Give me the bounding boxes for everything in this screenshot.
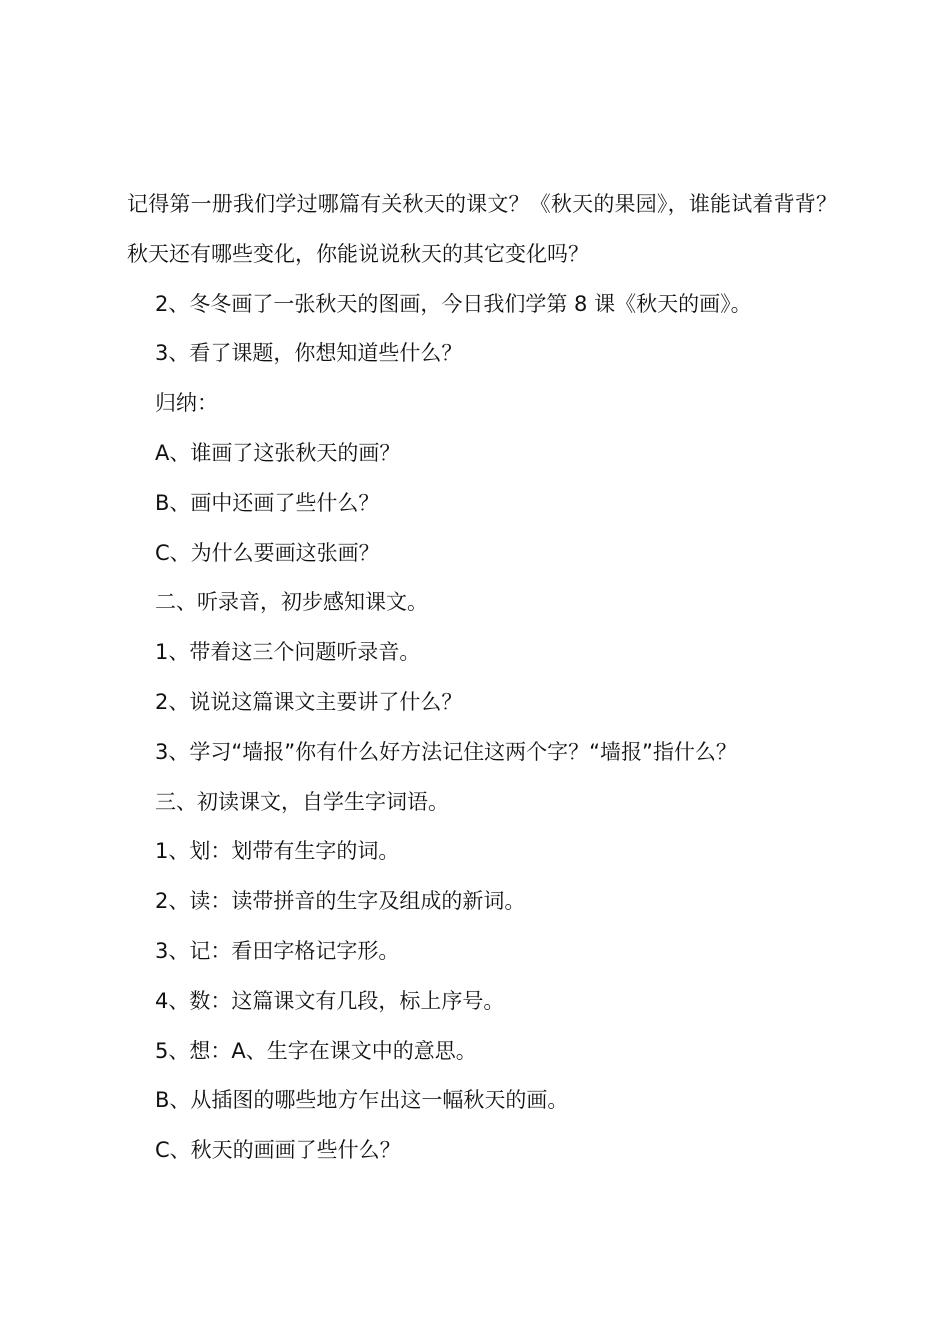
paragraph-item: 归纳： <box>155 391 218 416</box>
paragraph-item: 2、读：读带拼音的生字及组成的新词。 <box>155 889 526 914</box>
paragraph-item: 4、数：这篇课文有几段，标上序号。 <box>155 988 505 1013</box>
paragraph-item: 1、带着这三个问题听录音。 <box>155 640 421 665</box>
section-heading: 二、听录音，初步感知课文。 <box>155 590 428 615</box>
section-heading: 三、初读课文，自学生字词语。 <box>155 789 449 814</box>
paragraph-intro: 记得第一册我们学过哪篇有关秋天的课文？《秋天的果园》，谁能试着背背？秋天还有哪些变化，你能说说秋天的其它变化吗？ <box>127 192 837 266</box>
paragraph-item: 3、看了课题，你想知道些什么？ <box>155 341 463 366</box>
paragraph-item: B、从插图的哪些地方乍出这一幅秋天的画。 <box>155 1088 569 1113</box>
paragraph-item: 3、记：看田字格记字形。 <box>155 938 400 963</box>
paragraph-item: B、画中还画了些什么？ <box>155 490 380 515</box>
document-body <box>127 180 837 1176</box>
paragraph-item: C、秋天的画画了些什么？ <box>155 1138 401 1163</box>
paragraph-item: 3、学习“墙报”你有什么好方法记住这两个字？“墙报”指什么？ <box>155 739 737 764</box>
paragraph-item: 1、划：划带有生字的词。 <box>155 839 400 864</box>
paragraph-item: A、谁画了这张秋天的画？ <box>155 440 401 465</box>
paragraph-item: C、为什么要画这张画？ <box>155 540 380 565</box>
paragraph-item: 2、冬冬画了一张秋天的图画，今日我们学第 8 课《秋天的画》。 <box>155 291 752 316</box>
paragraph-item: 2、说说这篇课文主要讲了什么？ <box>155 689 463 714</box>
paragraph-item: 5、想：A、生字在课文中的意思。 <box>155 1038 477 1063</box>
